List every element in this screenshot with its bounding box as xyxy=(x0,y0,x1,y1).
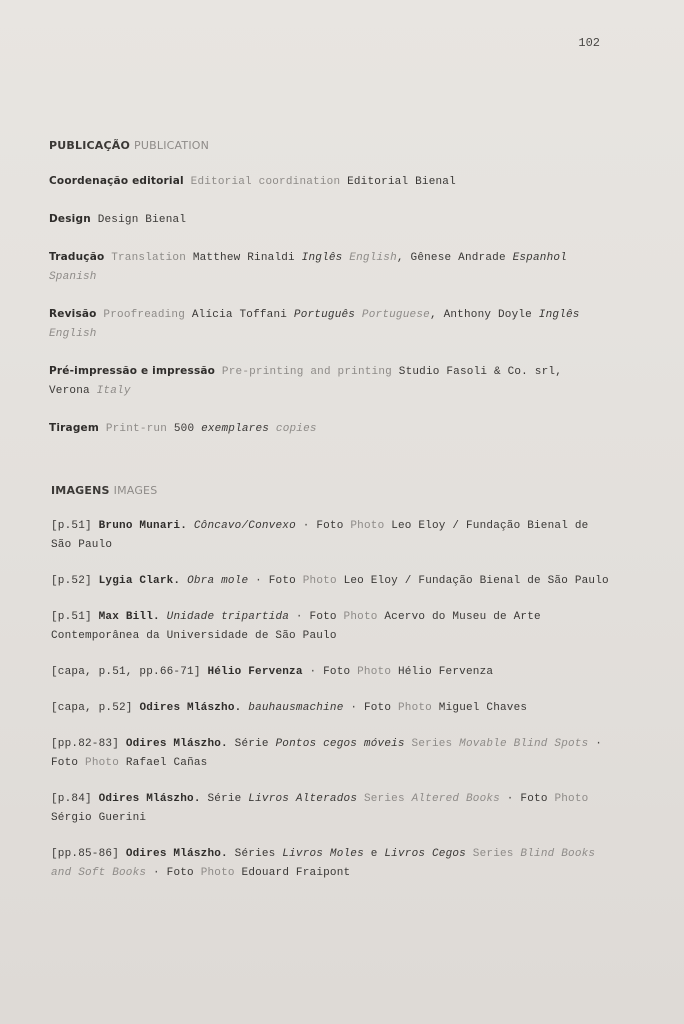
page-ref: [p.51] xyxy=(51,520,92,532)
page-ref: [p.52] xyxy=(51,575,92,587)
series-label-en: Series xyxy=(363,793,405,805)
artist-name: Lygia Clark. xyxy=(98,575,181,587)
separator-comma: , xyxy=(429,309,437,321)
language-pt: Português xyxy=(293,309,356,321)
image-credit xyxy=(51,663,609,682)
images-title-pt: IMAGENS xyxy=(51,484,110,497)
work-title: Pontos cegos móveis xyxy=(275,738,405,750)
separator-dot: · xyxy=(350,702,358,714)
colophon xyxy=(49,136,609,900)
photo-credit: Leo Eloy / Fundação Bienal de São Paulo xyxy=(51,520,589,551)
photo-label-pt: Foto xyxy=(268,575,296,587)
artist-name: Odires Mlászho. xyxy=(125,848,228,860)
work-title: bauhausmachine xyxy=(248,702,344,714)
unit-en: copies xyxy=(275,423,317,435)
images-section xyxy=(49,481,609,883)
page-number: 102 xyxy=(578,36,600,50)
credit-value: Editorial Bienal xyxy=(347,176,456,188)
photo-label-pt: Foto xyxy=(316,520,344,532)
series-label-pt: Série xyxy=(207,793,242,805)
photo-label-pt: Foto xyxy=(309,611,337,623)
credit-value: Design Bienal xyxy=(97,214,187,226)
label-pt: Design xyxy=(49,213,91,225)
page-ref: [pp.82-83] xyxy=(51,738,120,750)
translator-name: Matthew Rinaldi xyxy=(192,252,295,264)
work-title-en: Blind Books and Soft Books xyxy=(51,848,596,879)
series-label-pt: Série xyxy=(234,738,269,750)
publication-section xyxy=(49,136,609,439)
work-title-en: Altered Books xyxy=(411,793,500,805)
artist-name: Bruno Munari. xyxy=(98,520,188,532)
photo-label-pt: Foto xyxy=(363,702,392,714)
label-pt: Pré-impressão e impressão xyxy=(49,365,216,377)
artist-name: Hélio Fervenza xyxy=(207,666,303,678)
photo-label-en: Photo xyxy=(302,575,337,587)
publication-title-pt: PUBLICAÇÃO xyxy=(49,139,131,152)
proofreader-name: Alícia Toffani xyxy=(191,309,288,321)
photo-credit: Leo Eloy / Fundação Bienal de São Paulo xyxy=(343,575,609,587)
page-ref: [p.51] xyxy=(51,611,92,623)
separator-dot: · xyxy=(595,738,603,750)
work-title: Côncavo/Convexo xyxy=(193,520,296,532)
photo-label-en: Photo xyxy=(200,867,235,879)
separator-dot: · xyxy=(309,666,317,678)
photo-label-en: Photo xyxy=(350,520,385,532)
separator-dot: · xyxy=(302,520,310,532)
photo-label-en: Photo xyxy=(397,702,432,714)
image-credit xyxy=(51,845,609,883)
image-credit xyxy=(51,572,609,591)
language-en: English xyxy=(49,328,97,340)
image-credit xyxy=(51,735,609,773)
series-label-en: Series xyxy=(411,738,453,750)
artist-name: Max Bill. xyxy=(98,611,160,623)
photo-label-pt: Foto xyxy=(166,867,194,879)
unit-pt: exemplares xyxy=(201,423,270,435)
credit-value: 500 xyxy=(173,423,195,435)
work-title: Unidade tripartida xyxy=(166,611,290,623)
separator-dot: · xyxy=(255,575,262,587)
work-title: Livros Cegos xyxy=(384,848,466,860)
label-pt: Revisão xyxy=(49,308,97,320)
page-ref: [pp.85-86] xyxy=(51,848,120,860)
publication-title-en: PUBLICATION xyxy=(134,139,210,152)
city: Verona xyxy=(49,385,90,397)
credit-design xyxy=(49,210,609,230)
language-en: Portuguese xyxy=(361,309,430,321)
separator-dot: · xyxy=(153,867,160,879)
country-en: Italy xyxy=(96,385,131,397)
language-pt: Inglês xyxy=(301,252,343,264)
credit-editorial-coordination xyxy=(49,172,609,192)
label-en: Pre-printing and printing xyxy=(221,366,392,378)
label-pt: Tiragem xyxy=(49,422,100,434)
photo-label-en: Photo xyxy=(343,611,378,623)
translator-name: Gênese Andrade xyxy=(410,252,506,264)
language-pt: Inglês xyxy=(538,309,580,321)
label-en: Translation xyxy=(111,252,187,264)
language-en: English xyxy=(349,252,397,264)
label-pt: Tradução xyxy=(49,251,105,263)
photo-label-en: Photo xyxy=(357,666,392,678)
image-credit xyxy=(51,790,609,828)
conjunction: e xyxy=(370,848,378,860)
photo-label-en: Photo xyxy=(85,757,120,769)
publication-heading xyxy=(49,136,609,155)
photo-credit: Sérgio Guerini xyxy=(51,812,147,824)
artist-name: Odires Mlászho. xyxy=(139,702,242,714)
credit-proofreading xyxy=(49,305,609,344)
series-label-en: Series xyxy=(472,848,514,860)
artist-name: Odires Mlászho. xyxy=(98,793,201,805)
credit-value: Studio Fasoli & Co. srl, xyxy=(398,366,562,378)
work-title: Livros Alterados xyxy=(248,793,358,805)
image-credit xyxy=(51,699,609,718)
label-en: Print-run xyxy=(105,423,168,435)
separator-dot: · xyxy=(506,793,514,805)
photo-label-pt: Foto xyxy=(51,757,79,769)
photo-credit: Hélio Fervenza xyxy=(397,666,494,678)
label-pt: Coordenação editorial xyxy=(49,175,184,187)
photo-label-pt: Foto xyxy=(323,666,351,678)
photo-credit: Rafael Cañas xyxy=(125,757,208,769)
work-title: Livros Moles xyxy=(282,848,364,860)
separator-comma: , xyxy=(396,252,404,264)
page-ref: [capa, p.51, pp.66-71] xyxy=(51,666,201,678)
images-title-en: IMAGES xyxy=(113,484,158,497)
label-en: Editorial coordination xyxy=(190,176,341,188)
images-heading xyxy=(51,481,609,500)
photo-credit: Miguel Chaves xyxy=(438,702,528,714)
proofreader-name: Anthony Doyle xyxy=(443,309,532,321)
photo-credit: Edouard Fraipont xyxy=(241,867,351,879)
image-credit xyxy=(51,517,609,555)
series-label-pt: Séries xyxy=(234,848,276,860)
credit-printing xyxy=(49,362,609,401)
photo-credit: Acervo do Museu de Arte Contemporânea da Universidade de São Paulo xyxy=(51,611,541,642)
separator-dot: · xyxy=(295,611,303,623)
language-pt: Espanhol xyxy=(512,252,567,264)
label-en: Proofreading xyxy=(103,309,186,321)
page-ref: [capa, p.52] xyxy=(51,702,133,714)
work-title: Obra mole xyxy=(187,575,249,587)
work-title-en: Movable Blind Spots xyxy=(459,738,589,750)
credit-print-run xyxy=(49,419,609,439)
language-en: Spanish xyxy=(49,271,97,283)
image-credit xyxy=(51,608,609,646)
photo-label-en: Photo xyxy=(554,793,589,805)
page-ref: [p.84] xyxy=(51,793,92,805)
credit-translation xyxy=(49,248,609,287)
photo-label-pt: Foto xyxy=(520,793,548,805)
artist-name: Odires Mlászho. xyxy=(125,738,228,750)
